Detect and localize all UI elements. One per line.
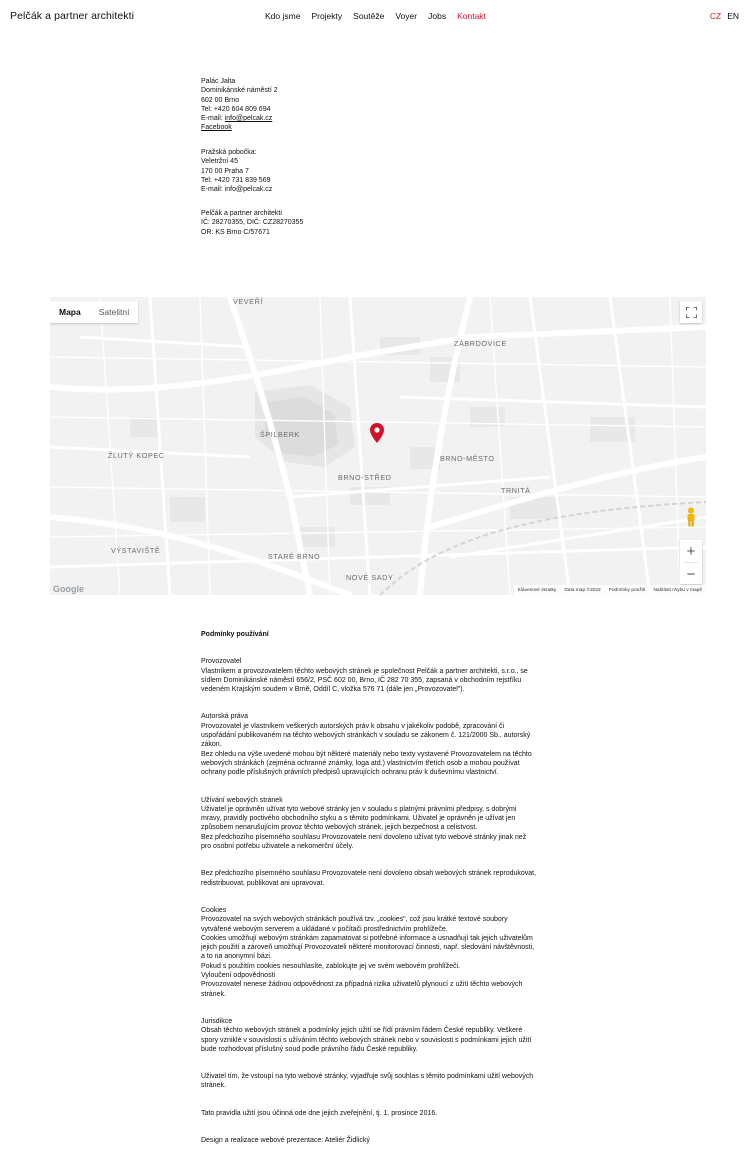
terms-line: Cookies: [201, 906, 227, 914]
nav-item-kontakt[interactable]: Kontakt: [457, 11, 486, 21]
fullscreen-button[interactable]: [680, 301, 702, 323]
company-register: OR: KS Brno C/57671: [201, 228, 270, 236]
contact-branch: [201, 148, 272, 194]
terms-line: stránek.: [201, 1082, 226, 1090]
terms-line: mravy, pravidly poctivého obchodního styku a s těmito podmínkami. Uživatel je oprávněn je užívat jen: [201, 815, 516, 823]
terms-line: Pokud s použitím cookies nesouhlasíte, zablokujte jej ve svém webovém prohlížeči.: [201, 962, 461, 970]
zoom-in-button[interactable]: +: [686, 542, 696, 560]
terms-line: Vlastníkem a provozovatelem těchto webových stránek je společnost Pelčák a partner architekti, s.r.o., se: [201, 667, 528, 675]
terms-line: Užívání webových stránek: [201, 796, 283, 804]
terms-of-use: [201, 630, 556, 1154]
map-tab-map[interactable]: Mapa: [59, 307, 81, 317]
terms-line: Jurisdikce: [201, 1017, 233, 1025]
terms-sections: [201, 657, 556, 1145]
terms-line: Uživatel je oprávněn užívat tyto webové stránky jen v souladu s platnými právními předpisy, s dobrými: [201, 805, 517, 813]
terms-section: [201, 712, 556, 777]
terms-line: Provozovatel na svých webových stránkách používá tzv. „cookies", což jsou krátké textové soubory: [201, 916, 508, 924]
map-type-control: [50, 301, 138, 323]
office-name: Palác Jalta: [201, 78, 236, 85]
terms-line: vedeném Krajským soudem v Brně, Oddíl C, vložka 576 71 (dále jen „Provozovatel").: [201, 686, 465, 694]
company-name: Pelčák a partner architekti: [201, 210, 282, 217]
terms-section: [201, 869, 556, 888]
zoom-out-button[interactable]: −: [686, 565, 696, 583]
terms-line: zákon.: [201, 741, 222, 749]
location-marker-icon[interactable]: [370, 423, 384, 443]
branch-title: Pražská pobočka:: [201, 149, 257, 156]
email-prefix: E-mail:: [201, 115, 225, 123]
language-switcher: [710, 11, 739, 21]
map-label-spilberk: ŠPILBERK: [260, 430, 300, 439]
terms-line: sídlem Dominikánské náměstí 656/2, PSČ 602 00, Brno, IČ 282 70 355, zapsaná v obchodním rejstříku: [201, 676, 522, 684]
terms-line: Bez předchozího písemného souhlasu Provozovatele není dovoleno obsah webových stránek reprodukovat,: [201, 870, 537, 878]
map-data-attribution: Data map ©2022: [564, 587, 601, 593]
report-map-error-link[interactable]: Nahlásit chybu v mapě: [653, 587, 702, 593]
terms-line: Tato pravidla užití jsou účinná ode dne jejich zveřejnění, tj. 1. prosince 2016.: [201, 1109, 438, 1117]
nav-item-kdo-jsme[interactable]: Kdo jsme: [265, 11, 301, 21]
terms-line: a to na anonymní bázi.: [201, 953, 272, 961]
map-label-stare-brno: STARÉ BRNO: [268, 552, 321, 561]
terms-line: jejich použití a zároveň umožňují Provozovateli některé monitorovací činnosti, např. sledování návštěvnosti,: [201, 944, 535, 952]
contact-company: [201, 209, 303, 237]
terms-line: Cookies umožňují webovým stránkám zapamatovat si potřebné informace a usnadňují tak jejich uživatelům: [201, 934, 533, 942]
map-label-vystaviste: VÝSTAVIŠTĚ: [111, 546, 161, 555]
terms-line: bude rozhodovat příslušný soud podle právního řádu České republiky.: [201, 1045, 418, 1053]
terms-line: stránek.: [201, 990, 226, 998]
google-map[interactable]: [50, 297, 706, 595]
terms-section: [201, 1072, 556, 1091]
terms-section: [201, 906, 556, 999]
facebook-link[interactable]: Facebook: [201, 124, 232, 132]
terms-section: [201, 657, 556, 694]
nav-item-jobs[interactable]: Jobs: [428, 11, 447, 21]
terms-line: Uživatel tím, že vstoupí na tyto webové stránky, vyjadřuje svůj souhlas s těmito podmínkami užití webových: [201, 1073, 534, 1081]
terms-line: Provozovatel je vlastníkem veškerých autorských práv k obsahu v jakékoliv podobě, zpracování či: [201, 722, 505, 730]
main-nav: [265, 11, 497, 21]
terms-line: uspořádání publikovaném na těchto webových stránkách v souladu se zákonem č. 121/2000 Sb., autorský: [201, 732, 531, 740]
terms-section: [201, 1109, 556, 1118]
map-label-brno-stred: BRNO-STŘED: [338, 473, 392, 482]
map-label-zluty-kopec: ŽLUTÝ KOPEC: [108, 451, 165, 460]
branch-city: 170 00 Praha 7: [201, 167, 249, 175]
terms-line: Design a realizace webové prezentace: Ateliér Židlický: [201, 1136, 370, 1144]
map-label-trnita: TRNITÁ: [501, 486, 531, 495]
office-city: 602 00 Brno: [201, 96, 240, 104]
terms-line: Obsah těchto webových stránek a podmínky jejich užití se řídí právním řádem České republiky. Veškeré: [201, 1027, 523, 1035]
company-ids: IČ: 28270355, DIČ: CZ28270355: [201, 219, 304, 227]
branch-street: Veletržní 45: [201, 158, 238, 166]
nav-item-projekty[interactable]: Projekty: [311, 11, 343, 21]
site-logo[interactable]: Pelčák a partner architekti: [10, 10, 135, 22]
terms-line: Bez předchozího písemného souhlasu Provozovatele není dovoleno užívat tyto webové stránky jinak než: [201, 833, 527, 841]
terms-line: vytvářené webovým serverem a ukládané v počítači prostřednictvím prohlížeče.: [201, 925, 448, 933]
map-label-zabrdovice: ZÁBRDOVICE: [454, 339, 507, 348]
office-street: Dominikánské náměstí 2: [201, 87, 278, 95]
terms-line: Provozovatel nenese žádnou odpovědnost za případná rizika uživatelů plynoucí z užití těchto webových: [201, 981, 523, 989]
branch-tel: Tel: +420 731 839 569: [201, 176, 271, 184]
map-label-veveri: VEVEŘÍ: [233, 297, 263, 306]
terms-line: pro osobní potřebu uživatele a nekomerční účely.: [201, 843, 354, 851]
terms-line: Provozovatel: [201, 658, 242, 666]
terms-line: spory vzniklé v souvislosti s užíváním těchto webových stránek nebo v souvislosti s podmínkami jejich užití: [201, 1036, 532, 1044]
terms-line: webových stránkách (zejména ochranné známky, loga atd.) vlastnictvím třetích osob a mohou používat: [201, 759, 520, 767]
email-link[interactable]: info@pelcak.cz: [224, 115, 273, 123]
facebook-line: [201, 123, 278, 132]
terms-section: [201, 1136, 556, 1145]
contact-main: [201, 77, 278, 133]
terms-line: ochrany podle příslušných právních předpisů upravujících ochranu práv k duševnímu vlastnictví.: [201, 769, 499, 777]
lang-en[interactable]: EN: [727, 11, 739, 21]
terms-section: [201, 796, 556, 852]
map-label-nove-sady: NOVÉ SADY: [346, 573, 394, 582]
terms-line: redistribuovat, publikovat ani upravovat.: [201, 879, 325, 887]
office-email-line: [201, 114, 278, 123]
terms-section: [201, 1017, 556, 1054]
fullscreen-icon: [686, 307, 697, 318]
street-view-pegman-icon[interactable]: [684, 507, 698, 527]
office-tel: Tel: +420 604 809 694: [201, 105, 271, 113]
terms-line: Bez ohledu na výše uvedené mohou být některé materiály nebo texty vystavené Provozovatelem na těchto: [201, 750, 532, 758]
terms-line: Vyloučení odpovědnosti: [201, 972, 276, 980]
zoom-control: [680, 540, 702, 584]
terms-line: Autorská práva: [201, 713, 249, 721]
site-header: [0, 0, 754, 34]
nav-item-voyer[interactable]: Voyer: [395, 11, 418, 21]
map-tab-satellite[interactable]: Satelitní: [98, 307, 130, 317]
map-footer: [514, 585, 706, 595]
terms-title: Podmínky používání: [201, 631, 269, 638]
lang-cz[interactable]: CZ: [709, 11, 722, 21]
terms-line: způsobem nenarušujícím provoz těchto webových stránek, jejich bezpečnost a celistvost.: [201, 824, 478, 832]
keyboard-shortcuts-link[interactable]: Klávesové zkratky: [517, 587, 557, 593]
map-terms-link[interactable]: Podmínky použití: [608, 587, 646, 593]
map-label-brno-mesto: BRNO-MĚSTO: [440, 454, 495, 463]
branch-email: E-mail: info@pelcak.cz: [201, 186, 273, 194]
nav-item-souteze[interactable]: Soutěže: [353, 11, 385, 21]
google-logo[interactable]: Google: [53, 584, 84, 594]
